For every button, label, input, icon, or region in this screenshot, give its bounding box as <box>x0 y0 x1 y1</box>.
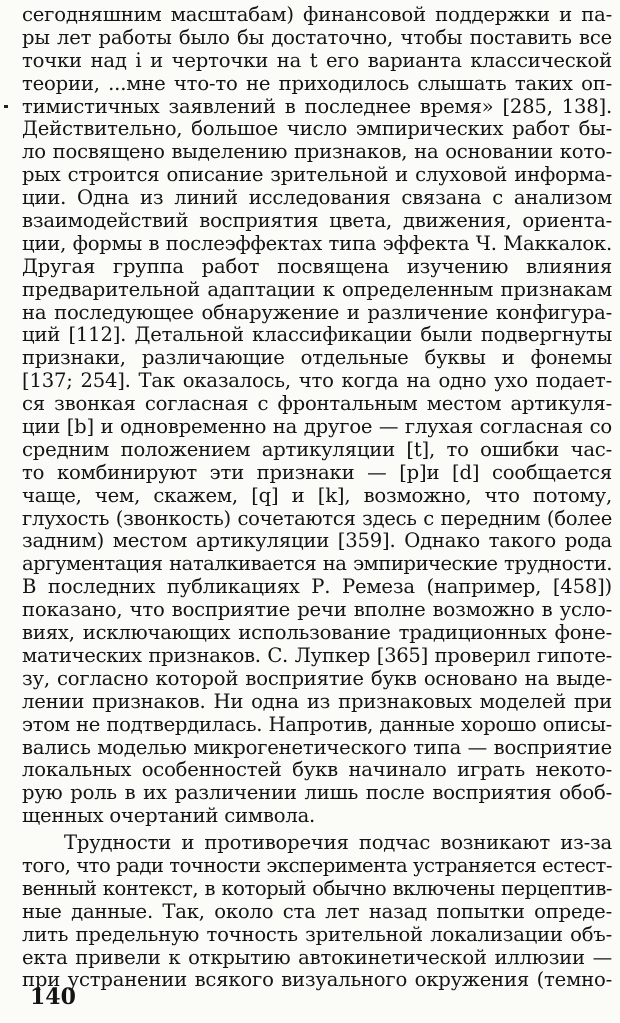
text-line: щенных очертаний символа. <box>22 804 316 828</box>
text-line: тимистичных заявлений в последнее время» [285, 138]. <box>22 94 612 118</box>
paragraph-1 <box>22 4 612 828</box>
text-line: ции [b] и одновременно на другое — глухая согласная со <box>22 415 612 439</box>
text-line: того, что ради точности эксперимента устраняется естест- <box>22 853 612 877</box>
text-line: ции. Одна из линий исследования связана с анализом <box>22 186 612 210</box>
text-line: показано, что восприятие речи вполне возможно в усло- <box>22 598 612 622</box>
text-line: вались моделью микрогенетического типа — восприятие <box>22 735 612 759</box>
text-line: аргументация наталкивается на эмпирические трудности. <box>22 552 612 576</box>
text-line: точки над i и черточки на t его варианта классической <box>22 48 612 72</box>
text-line: то комбинируют эти признаки — [p]и [d] сообщается <box>22 460 612 484</box>
text-line: взаимодействий восприятия цвета, движения, ориента- <box>22 209 612 233</box>
text-line: рую роль в их различении лишь после восприятия обоб- <box>22 781 612 805</box>
text-line: на последующее обнаружение и различение конфигура- <box>22 300 612 324</box>
text-line: Трудности и противоречия подчас возникают из-за <box>64 831 612 855</box>
paragraph-2 <box>22 832 612 992</box>
text-line: этом не подтвердилась. Напротив, данные хорошо описы- <box>22 712 612 736</box>
text-line: лении признаков. Ни одна из признаковых моделей при <box>22 689 612 713</box>
text-line: ные данные. Так, около ста лет назад попытки опреде- <box>22 899 612 923</box>
text-line: виях, исключающих использование традиционных фоне- <box>22 621 612 645</box>
text-line: глухость (звонкость) сочетаются здесь с передним (более <box>22 506 612 530</box>
text-line: предварительной адаптации к определенным признакам <box>22 277 612 301</box>
text-line: В последних публикациях Р. Ремеза (например, [458]) <box>22 575 612 599</box>
text-line: теории, ...мне что-то не приходилось слышать таких оп- <box>22 71 612 95</box>
text-line: рых строится описание зрительной и слуховой информа- <box>22 163 612 187</box>
text-line: чаще, чем, скажем, [q] и [k], возможно, что потому, <box>22 483 612 507</box>
body-text <box>22 4 612 992</box>
text-line: при устранении всякого визуального окружения (темно- <box>22 968 612 992</box>
text-line: средним положением артикуляции [t], то ошибки час- <box>22 437 612 461</box>
page-number: 140 <box>30 984 76 1010</box>
text-line: Действительно, большое число эмпирических работ бы- <box>22 117 612 141</box>
text-line: матических признаков. С. Лупкер [365] проверил гипоте- <box>22 643 612 667</box>
text-line: ся звонкая согласная с фронтальным местом артикуля- <box>22 392 612 416</box>
text-line: зу, согласно которой восприятие букв основано на выде- <box>22 666 612 690</box>
text-line: венный контекст, в который обычно включены перцептив- <box>22 876 612 900</box>
text-line: Другая группа работ посвящена изучению влияния <box>22 254 612 278</box>
text-line: ций [112]. Детальной классификации были подвергнуты <box>22 323 612 347</box>
text-line: ции, формы в послеэффектах типа эффекта Ч. Маккалок. <box>22 231 612 255</box>
margin-mark <box>4 105 8 108</box>
text-line: лить предельную точность зрительной локализации объ- <box>22 922 612 946</box>
text-line: признаки, различающие отдельные буквы и фонемы <box>22 346 612 370</box>
text-line: задним) местом артикуляции [359]. Однако такого рода <box>22 529 612 553</box>
text-line: ры лет работы было бы достаточно, чтобы поставить все <box>22 25 612 49</box>
text-line: [137; 254]. Так оказалось, что когда на одно ухо подает- <box>22 369 612 393</box>
text-line: локальных особенностей букв начинало играть некото- <box>22 758 612 782</box>
text-line: сегодняшним масштабам) финансовой поддержки и па- <box>22 3 612 26</box>
text-line: екта привели к открытию автокинетической иллюзии — <box>22 945 612 969</box>
text-line: ло посвящено выделению признаков, на основании кото- <box>22 140 612 164</box>
